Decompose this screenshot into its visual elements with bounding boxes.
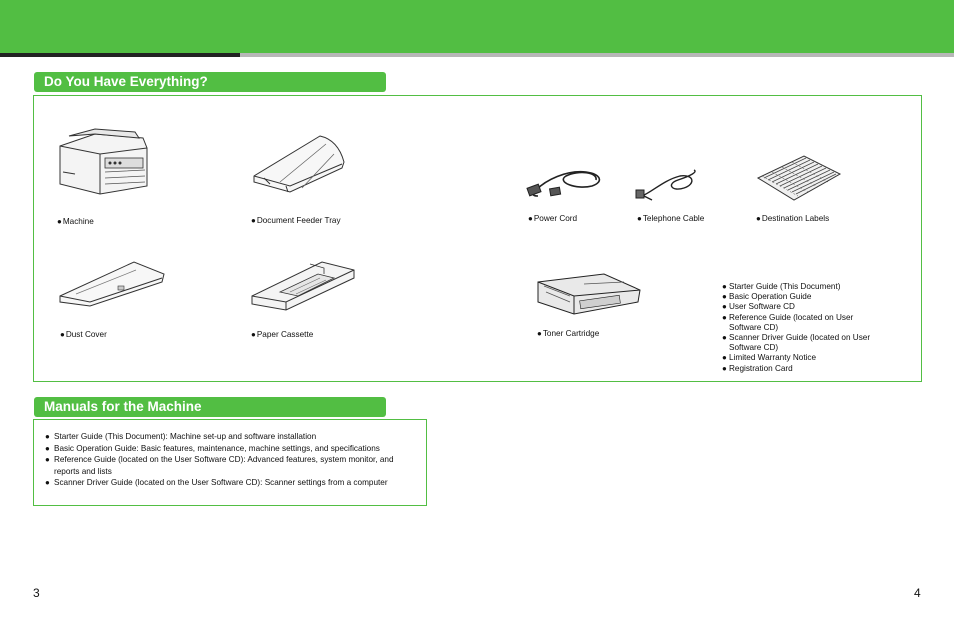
list-item: ● User Software CD <box>722 302 872 312</box>
documents-list <box>722 282 872 374</box>
caption-telephone-cable: ●Telephone Cable <box>637 214 705 223</box>
section-title-everything: Do You Have Everything? <box>34 72 386 92</box>
header-band <box>0 0 954 53</box>
header-rule-dark <box>0 53 240 57</box>
feeder-tray-image <box>250 132 350 194</box>
page-number-right: 4 <box>914 586 921 600</box>
list-item: ● Scanner Driver Guide (located on User Software CD) <box>722 333 872 353</box>
list-item: ● Reference Guide (located on the User Software CD): Advanced features, system monitor, and reports and lists <box>45 454 420 477</box>
list-item: ● Registration Card <box>722 364 872 374</box>
caption-toner-cartridge: ●Toner Cartridge <box>537 329 600 338</box>
manuals-list <box>45 431 420 489</box>
list-item: ● Limited Warranty Notice <box>722 353 872 363</box>
list-item: ● Starter Guide (This Document) <box>722 282 872 292</box>
caption-machine: ●Machine <box>57 217 94 226</box>
page-number-left: 3 <box>33 586 40 600</box>
paper-cassette-image <box>250 256 358 312</box>
list-item: ● Basic Operation Guide <box>722 292 872 302</box>
dust-cover-image <box>56 258 168 308</box>
machine-image <box>55 126 155 198</box>
header-rule-light <box>240 53 954 57</box>
caption-power-cord: ●Power Cord <box>528 214 578 223</box>
section-title-manuals: Manuals for the Machine <box>34 397 386 417</box>
caption-dust-cover: ●Dust Cover <box>60 330 107 339</box>
caption-paper-cassette: ●Paper Cassette <box>251 330 314 339</box>
power-cord-image <box>526 160 606 202</box>
list-item: ● Basic Operation Guide: Basic features, maintenance, machine settings, and specifications <box>45 443 420 455</box>
caption-feeder-tray: ●Document Feeder Tray <box>251 216 341 225</box>
telephone-cable-image <box>634 166 700 206</box>
list-item: ● Starter Guide (This Document): Machine set-up and software installation <box>45 431 420 443</box>
list-item: ● Reference Guide (located on User Software CD) <box>722 313 872 333</box>
destination-labels-image <box>756 154 842 202</box>
toner-cartridge-image <box>534 272 644 316</box>
list-item: ● Scanner Driver Guide (located on the User Software CD): Scanner settings from a computer <box>45 477 420 489</box>
caption-destination-labels: ●Destination Labels <box>756 214 830 223</box>
